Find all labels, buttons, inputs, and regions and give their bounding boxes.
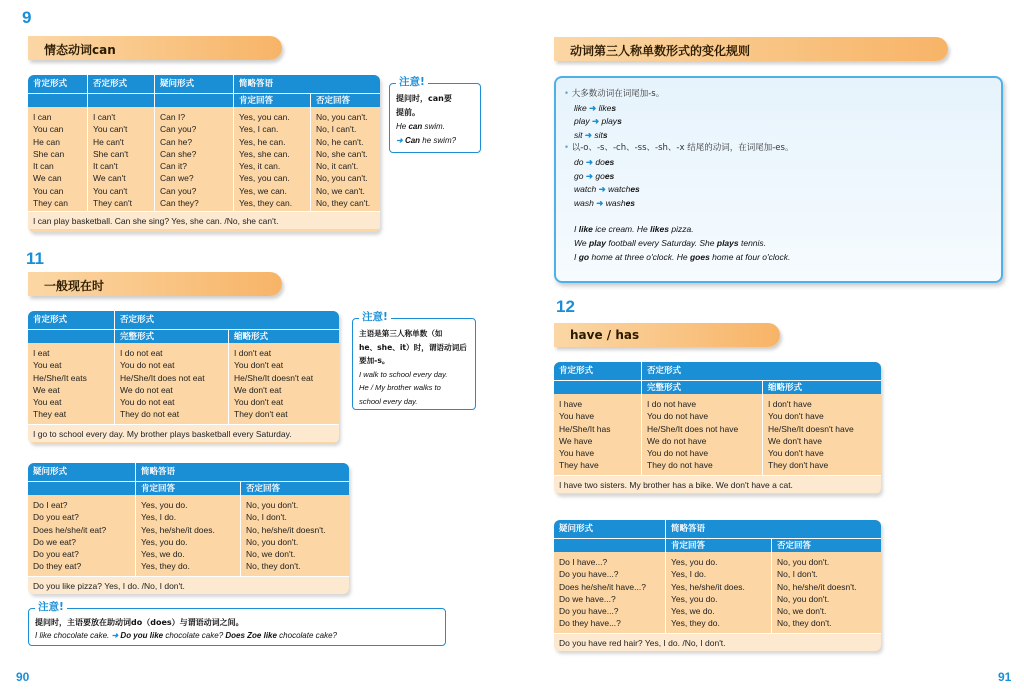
col-no-answer: No, you can't. No, I can't. No, he can't. No, she can't. No, it can't. No, you can't. No, we can't. No, they can't. (310, 107, 380, 211)
col-full-form: I do not have You do not have He/She/It does not have We do not have You do not have They do not have (641, 394, 762, 475)
header-short-answer: 简略答语 (665, 520, 881, 538)
rule-example: watch ➜ watches (574, 184, 640, 195)
third-person-rules-box (554, 76, 1003, 283)
subheader-contracted-form: 缩略形式 (762, 380, 881, 394)
subheader-no-answer: 否定回答 (240, 481, 349, 495)
arrow-icon: ➜ (591, 116, 600, 127)
page-number-left: 90 (16, 670, 30, 684)
rule-example: like ➜ likes (574, 102, 617, 113)
col-contracted-form: I don't eat You don't eat He/She/It doesn't eat We don't eat You don't eat They don't eat (228, 343, 339, 424)
can-table-footer: I can play basketball. Can she sing? Yes, she can. /No, she can't. (28, 211, 380, 229)
subheader-full-form: 完整形式 (641, 380, 762, 394)
arrow-icon: ➜ (585, 170, 593, 181)
rule-bullet-1: • 大多数动词在词尾加-s。 (564, 89, 665, 99)
header-negative: 否定形式 (641, 362, 881, 380)
header-question: 疑问形式 (28, 463, 135, 481)
note-title: 注意! (359, 310, 391, 324)
rule-bullet-2: • 以-o、-s、-ch、-ss、-sh、-x 结尾的动词，在词尾加-es。 (564, 143, 794, 154)
arrow-icon: ➜ (589, 102, 597, 113)
section-number-12: 12 (556, 297, 575, 316)
header-affirmative: 肯定形式 (554, 362, 641, 380)
subheader-yes-answer: 肯定回答 (135, 481, 240, 495)
subheader-no-answer: 否定回答 (771, 538, 881, 552)
col-affirmative: I have You have He/She/It has We have You have They have (554, 394, 641, 475)
have-question-table-footer: Do you have red hair? Yes, I do. /No, I don't. (554, 633, 881, 651)
arrow-icon: ➜ (598, 184, 606, 195)
header-affirmative: 肯定形式 (28, 311, 114, 329)
have-question-table (554, 520, 881, 651)
rule-example: go ➜ goes (574, 170, 615, 181)
rule-example: do ➜ does (574, 156, 615, 167)
header-short-answer: 简略答语 (135, 463, 349, 481)
header-question: 疑问形式 (554, 520, 665, 538)
col-question: Can I? Can you? Can he? Can she? Can it? Can we? Can you? Can they? (154, 107, 233, 211)
col-yes-answer: Yes, you do. Yes, I do. Yes, he/she/it does. Yes, you do. Yes, we do. Yes, they do. (135, 495, 240, 576)
col-no-answer: No, you don't. No, I don't. No, he/she/it doesn't. No, you don't. No, we don't. No, they don't. (771, 552, 881, 633)
note-title: 注意! (35, 600, 67, 614)
col-question: Do I have...? Do you have...? Does he/she/it have...? Do we have...? Do you have...? Do they have...? (554, 552, 665, 633)
col-affirmative: I can You can He can She can It can We can You can They can (28, 107, 87, 211)
present-simple-table (28, 311, 339, 443)
arrow-icon: ➜ (584, 129, 592, 140)
col-question: Do I eat? Do you eat? Does he/she/it eat? Do we eat? Do you eat? Do they eat? (28, 495, 135, 576)
rule-example: wash ➜ washes (574, 197, 636, 208)
header-negative: 否定形式 (87, 75, 154, 93)
subheader-full-form: 完整形式 (114, 329, 228, 343)
section-title-have-has: have / has (554, 323, 780, 347)
subheader-contracted-form: 缩略形式 (228, 329, 339, 343)
col-yes-answer: Yes, you do. Yes, I do. Yes, he/she/it does. Yes, you do. Yes, we do. Yes, they do. (665, 552, 771, 633)
arrow-icon: ➜ (396, 136, 405, 145)
present-simple-table-footer: I go to school every day. My brother plays basketball every Saturday. (28, 424, 339, 442)
arrow-icon: ➜ (585, 156, 593, 167)
subheader-no-answer: 否定回答 (310, 93, 380, 107)
arrow-icon: ➜ (111, 631, 121, 640)
arrow-icon: ➜ (596, 197, 604, 208)
present-simple-question-table (28, 463, 349, 594)
col-full-form: I do not eat You do not eat He/She/It does not eat We do not eat You do not eat They do not eat (114, 343, 228, 424)
rule-example: play ➜ plays (574, 116, 622, 127)
col-no-answer: No, you don't. No, I don't. No, he/she/it doesn't. No, you don't. No, we don't. No, they don't. (240, 495, 349, 576)
section-number-9: 9 (22, 8, 32, 27)
section-title-modal-can: 情态动词can (28, 36, 282, 60)
can-table (28, 75, 380, 232)
note-can: 注意! 提问时，can要 提前。 He can swim. ➜ Can he swim? (389, 83, 481, 153)
header-negative: 否定形式 (114, 311, 339, 329)
col-negative: I can't You can't He can't She can't It can't We can't You can't They can't (87, 107, 154, 211)
have-has-table-footer: I have two sisters. My brother has a bike. We don't have a cat. (554, 475, 881, 493)
example-sentence: I like ice cream. He likes pizza. (574, 224, 694, 235)
question-table-footer: Do you like pizza? Yes, I do. /No, I don't. (28, 576, 349, 594)
rule-example: sit ➜ sits (574, 129, 608, 140)
note-third-person: 注意! 主语是第三人称单数（如 he、she、it）时，谓语动词后 要加-s。 I walk to school every day. He / My brother walks to school every day. (352, 318, 476, 410)
col-affirmative: I eat You eat He/She/It eats We eat You eat They eat (28, 343, 114, 424)
header-short-answer: 简略答语 (233, 75, 380, 93)
col-yes-answer: Yes, you can. Yes, I can. Yes, he can. Yes, she can. Yes, it can. Yes, you can. Yes, we can. Yes, they can. (233, 107, 310, 211)
section-title-third-person-rules: 动词第三人称单数形式的变化规则 (554, 37, 948, 61)
subheader-yes-answer: 肯定回答 (233, 93, 310, 107)
col-contracted-form: I don't have You don't have He/She/It doesn't have We don't have You don't have They don't have (762, 394, 881, 475)
header-question: 疑问形式 (154, 75, 233, 93)
note-title: 注意! (396, 75, 428, 89)
example-sentence: I go home at three o'clock. He goes home at four o'clock. (574, 251, 791, 262)
example-sentence: We play football every Saturday. She plays tennis. (574, 237, 767, 248)
header-affirmative: 肯定形式 (28, 75, 87, 93)
subheader-yes-answer: 肯定回答 (665, 538, 771, 552)
have-has-table (554, 362, 881, 494)
section-number-11: 11 (26, 249, 44, 268)
page-number-right: 91 (998, 670, 1012, 684)
section-title-present-simple: 一般现在时 (28, 272, 282, 296)
note-question-word-order: 注意! 提问时，主语要放在助动词do（does）与谓语动词之间。 I like chocolate cake. ➜ Do you like chocolate cake? Does Zoe like chocolate cake? (28, 608, 446, 646)
